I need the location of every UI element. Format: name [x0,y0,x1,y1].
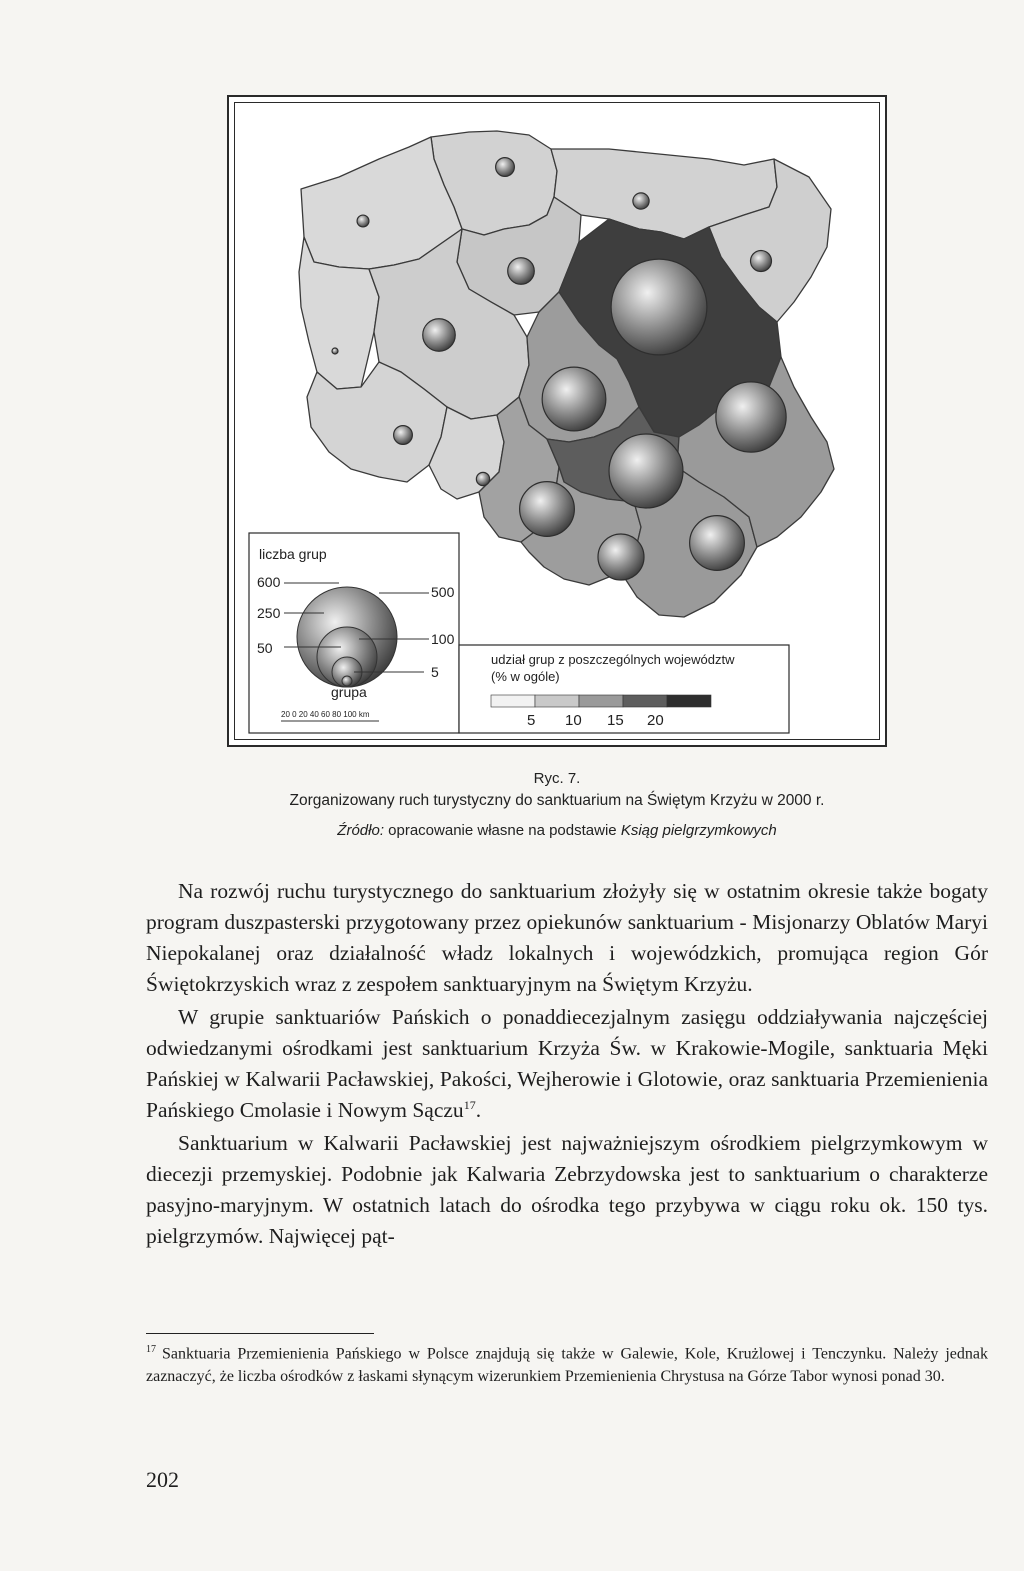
sphere-lubelskie [716,382,786,452]
legend-label-5: 5 [431,664,439,680]
sphere-warminsko-mazurskie [633,193,649,209]
legend-class-10: 10 [565,712,582,729]
footnote-text: Sanktuaria Przemienienia Pańskiego w Polsce znajdują się także w Galewie, Kole, Krużlowej i Tenczynku. Należy jednak zaznaczyć, że liczba ośrodków z łaskami słynącym wizerunkiem Przemienienia Chrystusa na Górze Tabor wynosi ponad 30. [146,1345,988,1386]
map-figure [229,97,885,745]
paragraph-2-end: . [475,1098,482,1122]
legend-label-250: 250 [257,605,281,621]
scale-bar-label: 20 0 20 40 60 80 100 km [281,710,370,719]
legend-swatch-3 [579,695,623,707]
legend-label-100: 100 [431,631,455,647]
figure-number: Ryc. 7. [533,770,581,787]
sphere-malopolskie [598,534,644,580]
figure-frame [227,95,887,747]
sphere-zachodniopomorskie [357,215,369,227]
legend-swatch-2 [535,695,579,707]
paragraph-3: Sanktuarium w Kalwarii Pacławskiej jest najważniejszym ośrodkiem pielgrzymkowym w diecezji przemyskiej. Podobnie jak Kalwaria Zebrzydowska jest to sanktuarium o charakterze pasyjno-maryjnym. W ostatnich latach do ośrodka tego przybywa w ciągu roku ok. 150 tys. pielgrzymów. Najwięcej pąt- [146,1131,988,1248]
body-text [146,876,988,1252]
sphere-opolskie [476,472,489,485]
figure-source-text: opracowanie własne na podstawie [388,822,617,839]
page-number: 202 [146,1467,179,1492]
legend-class-5: 5 [527,712,536,729]
paragraph-2 [146,1002,988,1126]
sphere-kujawsko-pomorskie [508,258,535,285]
sphere-pomorskie [496,158,515,177]
legend-class-15: 15 [607,712,624,729]
legend-bottom-label: grupa [331,684,367,700]
figure-source-italic: Ksiąg pielgrzymkowych [620,822,777,839]
footnote-number: 17 [146,1344,156,1355]
footnote [146,1338,988,1388]
sphere-podlaskie [751,251,772,272]
sphere-wielkopolskie [423,319,456,352]
legend-swatch-5 [667,695,711,707]
legend-swatch-4 [623,695,667,707]
legend-class-20: 20 [647,712,664,729]
legend-size-title: liczba grup [259,546,327,562]
paragraph-1: Na rozwój ruchu turystycznego do sanktuarium złożyły się w ostatnim okresie także bogaty program duszpasterski przygotowany przez opiekunów sanktuarium - Misjonarzy Oblatów Maryi Niepokalanej oraz działalność władz lokalnych i wojewódzkich, promująca region Gór Świętokrzyskich wraz z zespołem sanktuaryjnym na Świętym Krzyżu. [146,879,988,996]
figure-source-label: Źródło: [337,822,384,839]
legend-share-subtitle: (% w ogóle) [491,669,560,684]
footnote-ref-17: 17 [463,1097,476,1112]
paragraph-2-text: W grupie sanktuariów Pańskich o ponaddiecezjalnym zasięgu oddziaływania najczęściej odwiedzanymi ośrodkami jest sanktuarium Krzyża Św. w Krakowie-Mogile, sanktuaria Męki Pańskiej w Kalwarii Pacławskiej, Pakości, Wejherowie i Glotowie, oraz sanktuaria Przemienienia Pańskiego Cmolasie i Nowym Sączu [146,1005,988,1122]
legend-label-500: 500 [431,584,455,600]
figure-source [227,822,887,839]
sphere-lubuskie [332,348,338,354]
sphere-lodzkie [542,367,606,431]
sphere-dolnoslaskie [394,426,413,445]
sphere-swietokrzyskie [609,434,683,508]
sphere-slaskie [520,482,575,537]
sphere-podkarpackie [690,516,745,571]
footnote-rule [146,1333,374,1334]
figure-title: Zorganizowany ruch turystyczny do sanktuarium na Świętym Krzyżu w 2000 r. [289,792,825,809]
sphere-mazowieckie [611,259,707,355]
legend-label-600: 600 [257,574,281,590]
legend-swatch-1 [491,695,535,707]
legend-label-50: 50 [257,640,273,656]
legend-share-title: udział grup z poszczególnych województw [491,652,735,667]
